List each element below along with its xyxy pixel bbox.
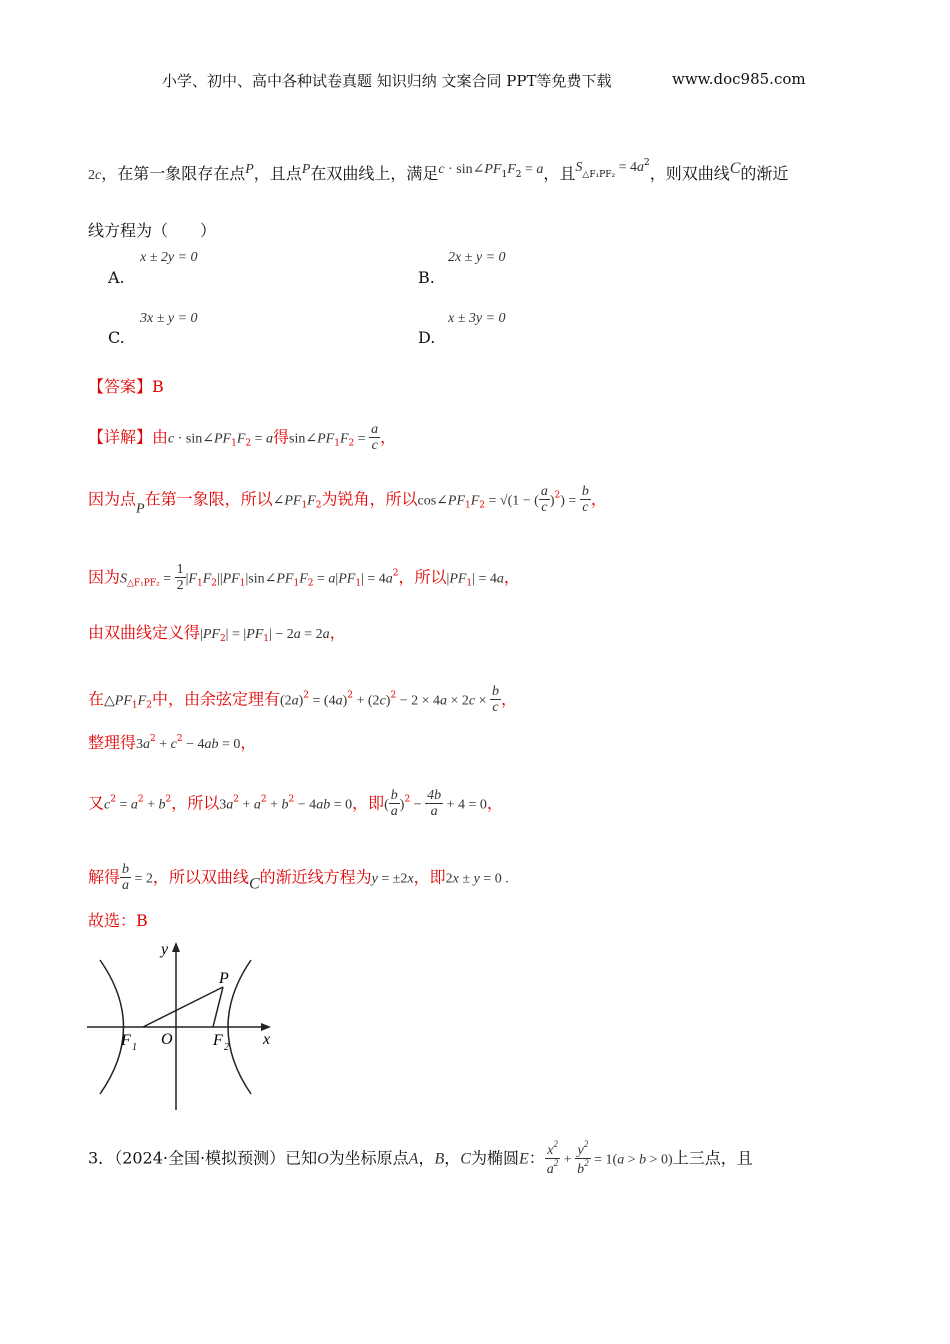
focus-f1-label: F xyxy=(121,1032,131,1049)
y-axis-label: y xyxy=(161,941,169,958)
segment-pf2 xyxy=(213,987,223,1027)
x-axis-label: x xyxy=(263,1031,271,1048)
y-axis-arrow xyxy=(172,942,180,952)
option-a[interactable]: A. xyxy=(108,268,125,287)
solution-line-2: 因为点P在第一象限，所以$\angle PF_1F_2$为锐角，所以$\cos\angle PF_1F_2 = √(1$ − ( $\frac{a}{c}$ )$^2$) = $\frac{b}{c}$ ， xyxy=(88,484,607,517)
option-b-expr: 2x ± y = 0 xyxy=(448,250,506,265)
solution-line-8: 解得 $\frac{b}{a}$ = 2，所以双曲线C的渐近线方程为y = ±2x，即2x ± y = 0 . xyxy=(88,862,509,894)
option-c[interactable]: C. xyxy=(108,328,125,347)
question-line-2: 线方程为（ ） xyxy=(88,221,217,240)
origin-label: O xyxy=(161,1031,173,1048)
option-b[interactable]: B. xyxy=(418,268,435,287)
option-d[interactable]: D. xyxy=(418,328,436,347)
header-site-link[interactable]: www.doc985.com xyxy=(672,70,806,88)
answer-label: 【答案】B xyxy=(88,377,164,396)
next-question: 3．（2024·全国·模拟预测）已知O为坐标原点A，B，C为椭圆E： $\frac{x^2}{a^2}$ + $\frac{y^2}{b^2}$ = 1(a > b > 0)上三点，且 xyxy=(88,1139,753,1178)
header-banner: 小学、初中、高中各种试卷真题 知识归纳 文案合同 PPT等免费下载 xyxy=(162,72,612,90)
solution-line-7: 又$c^2 = a^2 + b^2$，所以$3a^2 + a^2 + b^2 - 4ab = 0$，即( $\frac{b}{a}$ )$^2$ − $\frac{4b}{a}$ + 4 = 0， xyxy=(88,788,503,820)
option-c-expr: 3x ± y = 0 xyxy=(140,311,198,326)
focus-f2-label: F xyxy=(213,1032,223,1049)
focus-f1-sub: 1 xyxy=(132,1042,137,1053)
question-line-1: 2c，在第一象限存在点P，且点P在双曲线上，满足$c \cdot \sin\angle PF^1F^2 = a$，且$S^{\triangle F_1PF_2} = 4a^2$，则双曲线C的渐近 xyxy=(88,158,789,183)
final-answer: 故选：B xyxy=(88,911,148,930)
solution-line-4: 由双曲线定义得$|PF_2| = |PF_1| - 2a = 2a$， xyxy=(88,623,346,644)
solution-line-3: 因为$S_{\triangle F_1PF_2}$ = $\frac{1}{2}$ $|F_1F_2||PF_1|\sin\angle PF_1F_2 = a|PF_1| = 4a^2$，所以$|PF_1| = 4a$， xyxy=(88,562,520,594)
point-p-label: P xyxy=(219,970,229,987)
hyperbola-figure xyxy=(85,938,285,1116)
option-a-expr: x ± 2y = 0 xyxy=(140,250,198,265)
segment-pf1 xyxy=(143,987,223,1027)
option-d-expr: x ± 3y = 0 xyxy=(448,311,506,326)
solution-line-6: 整理得$3a^2 + c^2 - 4ab = 0$， xyxy=(88,733,257,752)
focus-f2-sub: 2 xyxy=(224,1042,229,1053)
x-axis-arrow xyxy=(261,1023,271,1031)
solution-line-1: 【详解】由$c \cdot \sin\angle PF_1F_2 = a$得$\sin\angle PF_1F_2$ = $\frac{a}{c}$ ， xyxy=(88,422,397,454)
solution-line-5: 在$\triangle PF_1F_2$中，由余弦定理有$(2a)^2 = (4a)^2 + (2c)^2 - 2 \times 4a \times 2c$ × $\frac{b}{c}$ ， xyxy=(88,684,518,716)
